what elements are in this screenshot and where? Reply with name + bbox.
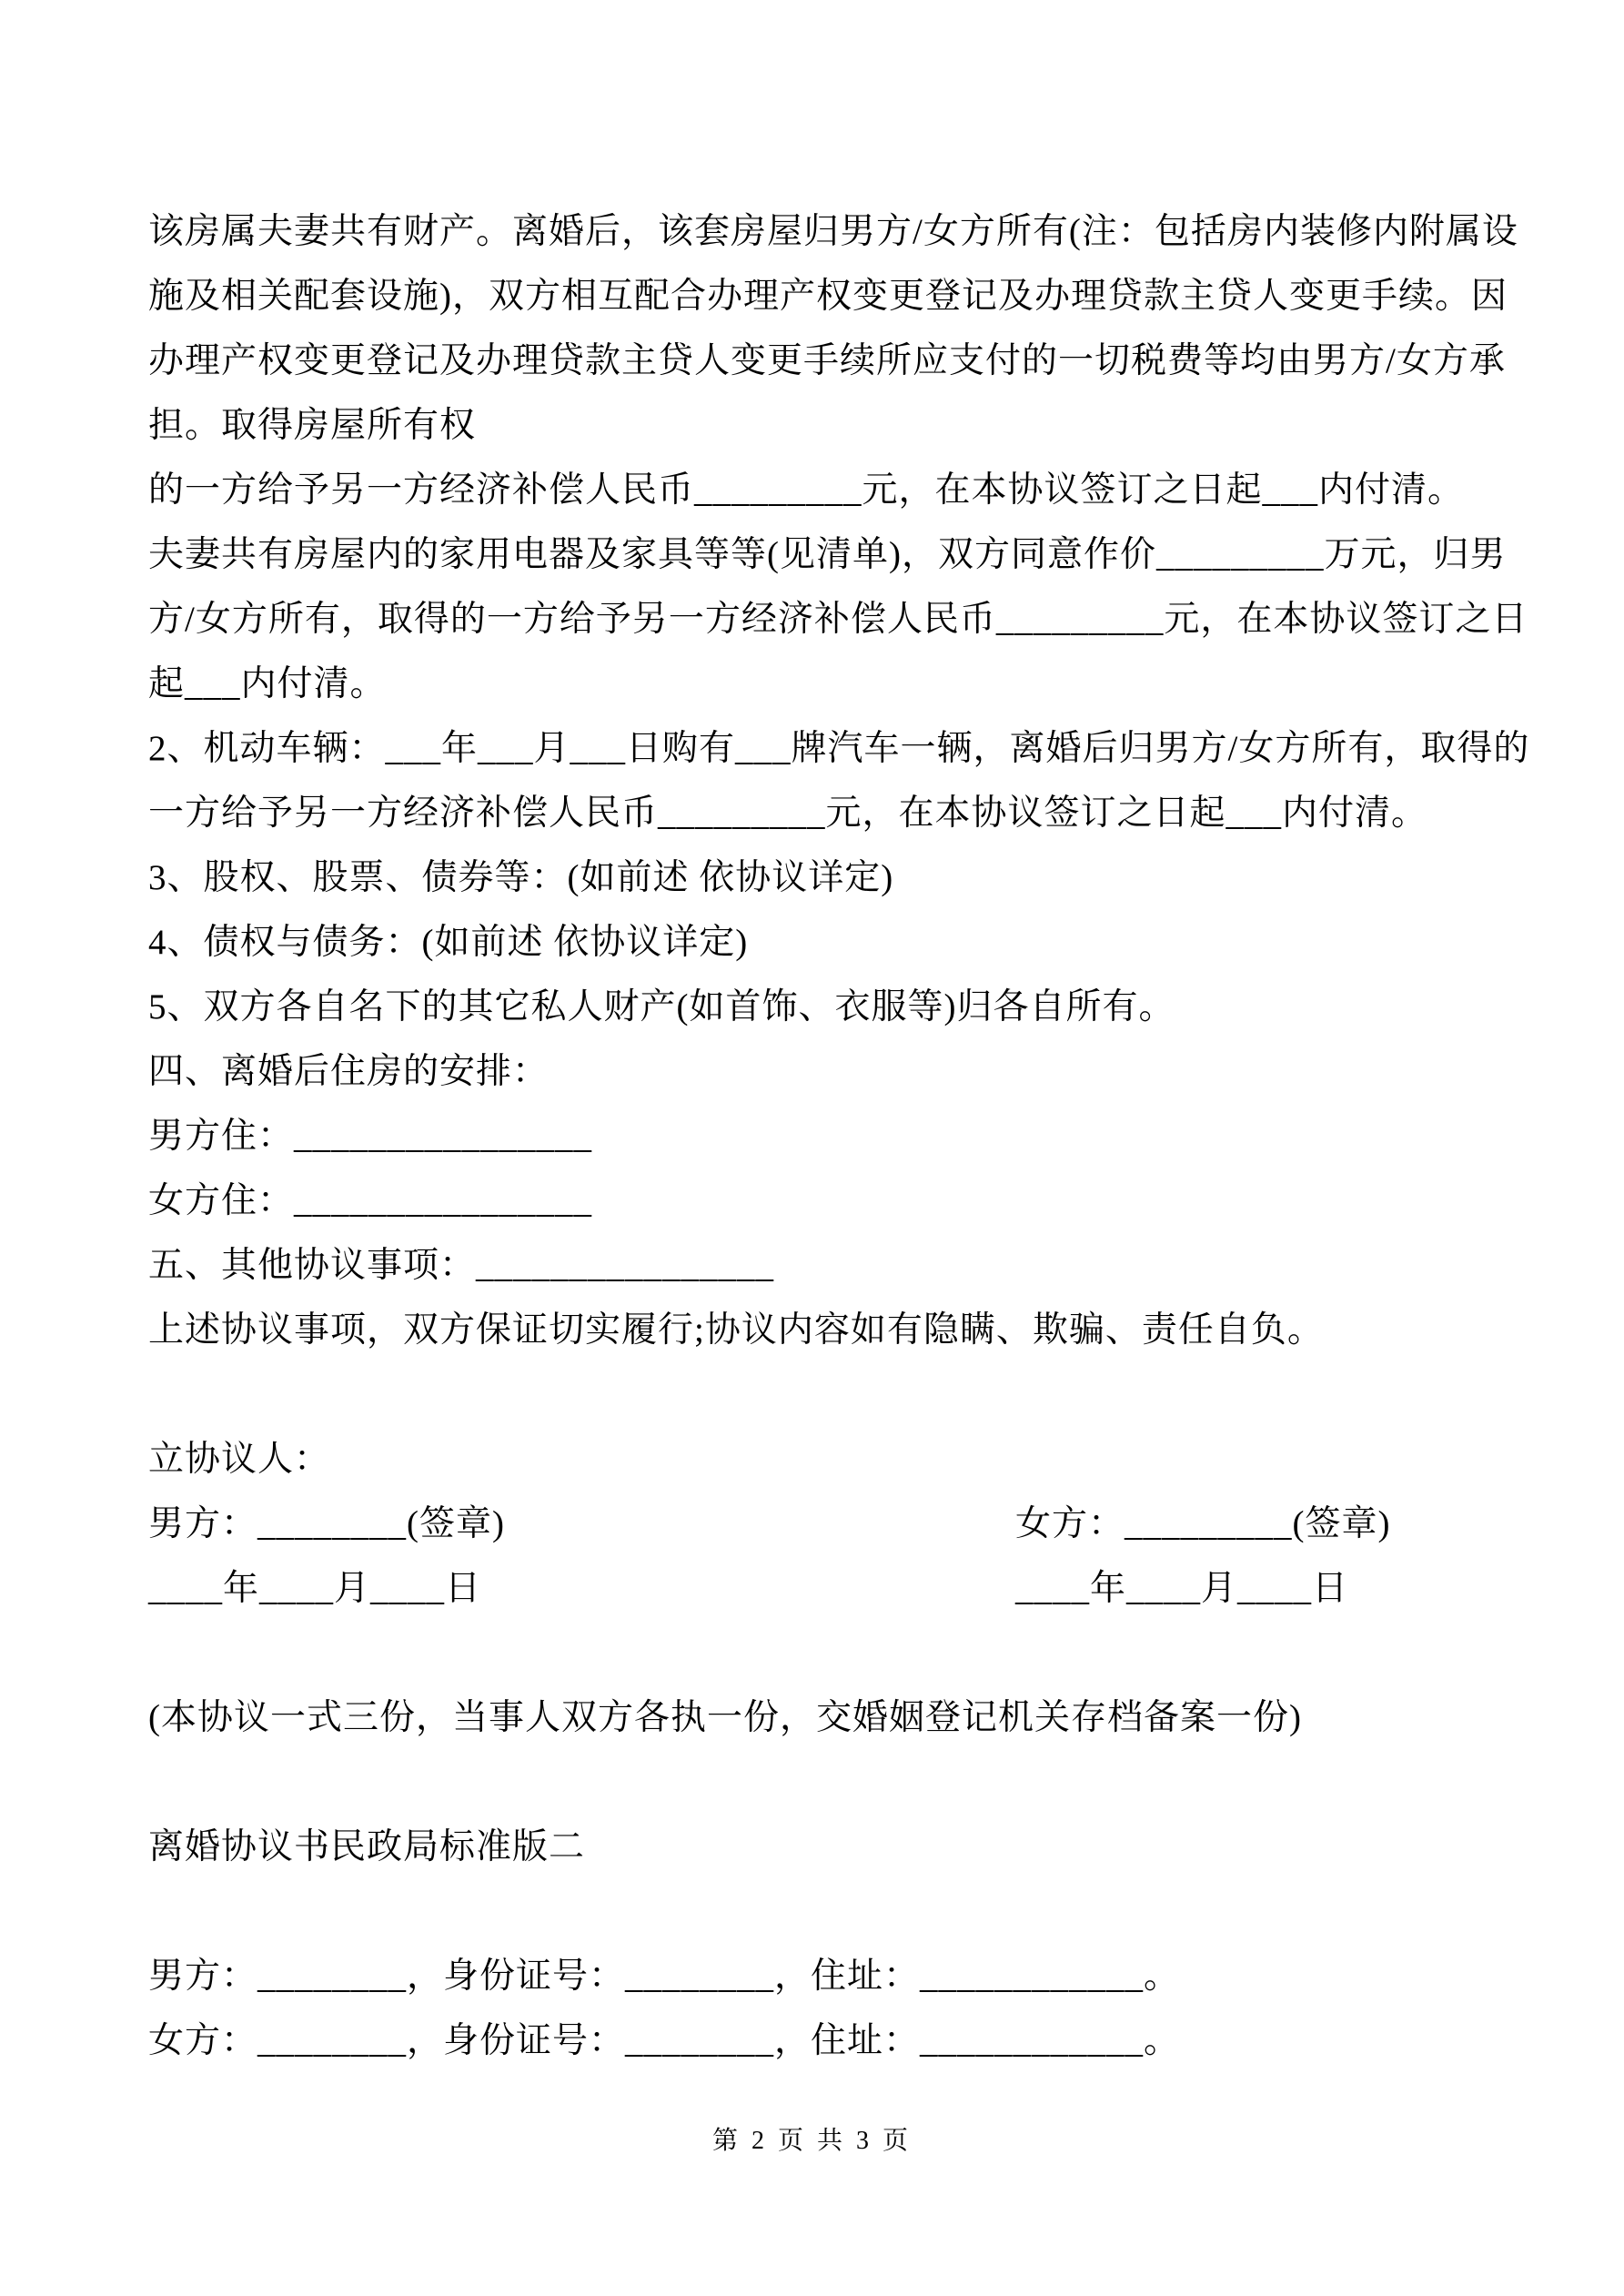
page-footer: 第 2 页 共 3 页: [711, 2127, 912, 2155]
text-line: 办理产权变更登记及办理贷款主贷人变更手续所应支付的一切税费等均由男方/女方承: [148, 341, 1506, 380]
document-body: [148, 199, 1530, 2073]
text-line: 离婚协议书民政局标准版二: [148, 1827, 586, 1866]
text-line: 男方住：________________: [148, 1117, 593, 1156]
text-line: 方/女方所有，取得的一方给予另一方经济补偿人民币_________元，在本协议签订之日: [148, 600, 1528, 639]
text-line: 4、债权与债务：(如前述 依协议详定): [148, 923, 749, 962]
text-line: 一方给予另一方经济补偿人民币_________元，在本协议签订之日起___内付清。: [148, 794, 1428, 833]
text-line: 的一方给予另一方经济补偿人民币_________元，在本协议签订之日起___内付清。: [148, 470, 1465, 510]
signature-field-right: 女方：_________(签章): [1015, 1504, 1391, 1543]
text-line: 施及相关配套设施)，双方相互配合办理产权变更登记及办理贷款主贷人变更手续。因: [148, 277, 1508, 316]
text-line: (本协议一式三份，当事人双方各执一份，交婚姻登记机关存档备案一份): [148, 1698, 1302, 1737]
signature-field-left: 男方：________(签章): [148, 1504, 505, 1543]
text-line: 立协议人：: [148, 1440, 331, 1479]
text-line: 五、其他协议事项：________________: [148, 1246, 775, 1285]
text-line: 四、离婚后住房的安排：: [148, 1052, 550, 1091]
text-line: 担。取得房屋所有权: [148, 406, 477, 445]
text-line: 女方：________，身份证号：________，住址：____________。: [148, 2021, 1181, 2060]
text-line: 男方：________，身份证号：________，住址：____________。: [148, 1957, 1181, 1996]
signature-line: [148, 1556, 1477, 1621]
text-line: 女方住：________________: [148, 1181, 593, 1220]
blank-line: [148, 1621, 1477, 1685]
text-line: 3、股权、股票、债券等：(如前述 依协议详定): [148, 858, 894, 897]
blank-line: [148, 1750, 1477, 1815]
signature-field-left: ____年____月____日: [148, 1569, 482, 1608]
blank-line: [148, 1879, 1477, 1944]
blank-line: [148, 1362, 1477, 1427]
text-line: 5、双方各自名下的其它私人财产(如首饰、衣服等)归各自所有。: [148, 987, 1175, 1027]
text-line: 上述协议事项，双方保证切实履行;协议内容如有隐瞒、欺骗、责任自负。: [148, 1310, 1324, 1350]
signature-field-right: ____年____月____日: [1015, 1569, 1349, 1608]
text-line: 夫妻共有房屋内的家用电器及家具等等(见清单)，双方同意作价_________万元，归男: [148, 535, 1507, 574]
text-line: 2、机动车辆：___年___月___日购有___牌汽车一辆，离婚后归男方/女方所有，取得的: [148, 729, 1530, 768]
signature-line: [148, 1492, 1477, 1556]
text-line: 该房属夫妻共有财产。离婚后，该套房屋归男方/女方所有(注：包括房内装修内附属设: [148, 212, 1518, 251]
text-line: 起___内付清。: [148, 664, 387, 703]
